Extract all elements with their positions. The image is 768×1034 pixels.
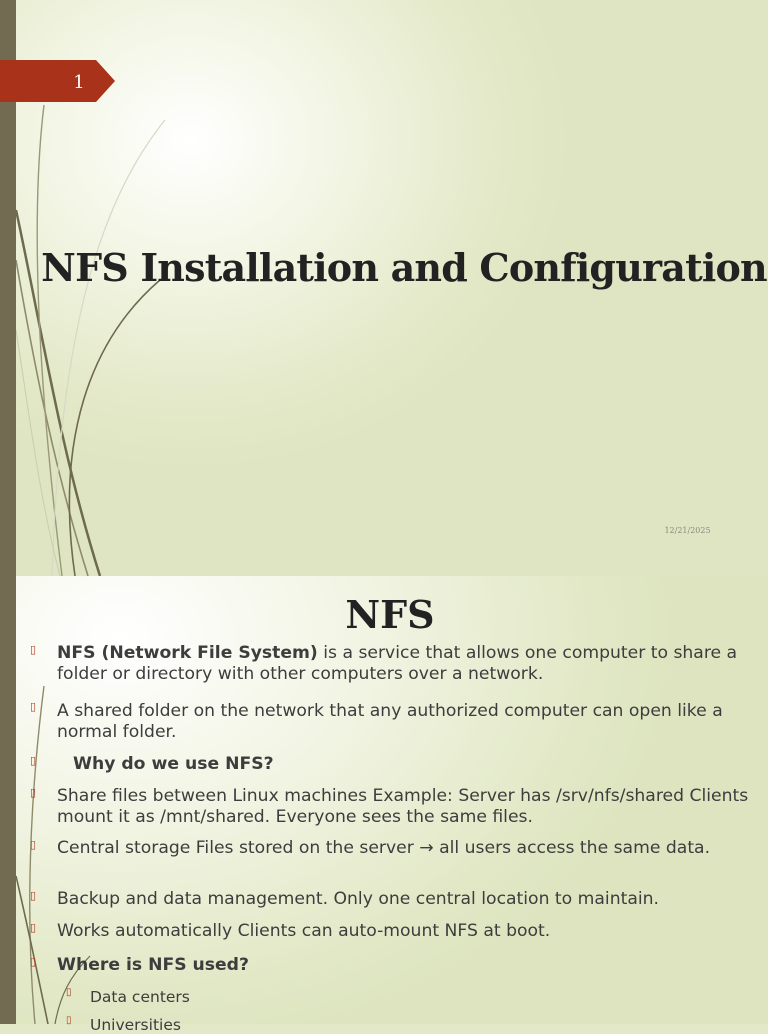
bullet-marker: ▯ xyxy=(30,889,37,902)
bullet-item xyxy=(73,754,768,775)
sub-bullet-marker: ▯ xyxy=(66,987,72,998)
bullet-text: Works automatically Clients can auto-mount NFS at boot. xyxy=(57,921,551,941)
bullet-marker: ▯ xyxy=(30,643,37,656)
slide-date: 12/21/2025 xyxy=(664,526,711,535)
bullet-marker: ▯ xyxy=(30,838,37,851)
bullet-text: Backup and data management. Only one central location to maintain. xyxy=(57,889,659,909)
sub-bullet-marker: ▯ xyxy=(66,1015,72,1026)
slide-title: NFS Installation and Configuration xyxy=(41,245,767,290)
bullet-item xyxy=(57,786,763,828)
bullet-bold-text: Where is NFS used? xyxy=(57,955,249,975)
slide-number: 1 xyxy=(73,72,85,93)
bullet-item xyxy=(57,838,763,859)
sub-bullet-item: Universities xyxy=(90,1016,181,1034)
bullet-bold-text: NFS (Network File System) xyxy=(57,643,318,663)
bullet-marker: ▯ xyxy=(30,921,37,934)
bullet-item xyxy=(57,701,763,743)
bullet-marker: ▯ xyxy=(30,786,37,799)
bullet-marker: ▯ xyxy=(30,700,37,713)
sub-bullet-item: Data centers xyxy=(90,988,190,1006)
bullet-text: Central storage Files stored on the server → all users access the same data. xyxy=(57,838,711,858)
bullet-item xyxy=(57,643,763,685)
bullet-marker: ▯ xyxy=(30,955,37,968)
bullet-marker: ▯ xyxy=(30,754,37,767)
content-slide-title: NFS xyxy=(345,592,435,637)
bullet-item xyxy=(57,889,763,910)
bullet-item xyxy=(57,921,763,942)
bullet-text: is a service that allows one computer to share a folder or directory with other computers over a network. xyxy=(57,643,738,684)
bullet-text: A shared folder on the network that any authorized computer can open like a normal folder. xyxy=(57,701,723,742)
bullet-bold-text: Why do we use NFS? xyxy=(73,754,274,774)
bullet-item xyxy=(57,955,763,976)
bullet-text: Share files between Linux machines Example: Server has /srv/nfs/shared Clients mount it as /mnt/shared. Everyone sees the same files. xyxy=(57,786,749,827)
